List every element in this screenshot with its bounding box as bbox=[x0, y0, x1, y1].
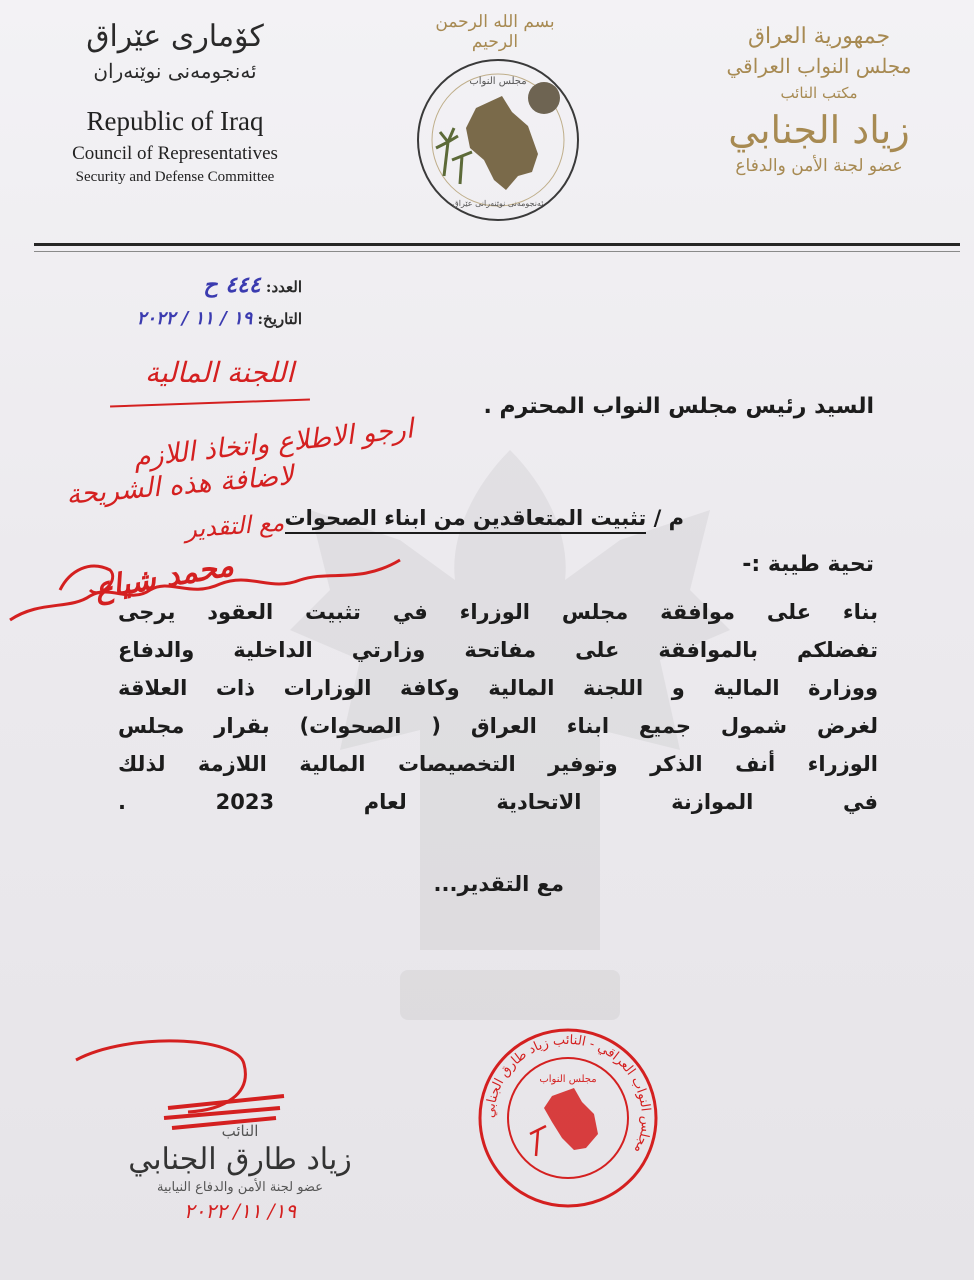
number-value: ٤٤٤ ح bbox=[203, 272, 261, 298]
annotation-line-2: ارجو الاطلاع واتخاذ اللازم bbox=[132, 413, 415, 474]
office-label: مكتب النائب bbox=[780, 84, 858, 102]
signature-title: النائب bbox=[221, 1122, 259, 1140]
body-line-1: بناء على موافقة مجلس الوزراء في تثبيت العقود يرجى bbox=[118, 600, 878, 624]
mp-role: عضو لجنة الأمن والدفاع bbox=[735, 156, 903, 176]
letter-date bbox=[137, 308, 302, 329]
kurdish-title: کۆماری عێراق bbox=[86, 19, 264, 54]
header-right bbox=[704, 22, 934, 178]
greeting: تحية طيبة :- bbox=[742, 552, 874, 577]
body-line-5: الوزراء أنف الذكر وتوفير التخصيصات المالية اللازمة لذلك bbox=[118, 752, 878, 776]
signature-role: عضو لجنة الأمن والدفاع النيابية bbox=[157, 1180, 323, 1195]
signature-name: زياد طارق الجنابي bbox=[128, 1142, 352, 1177]
official-stamp bbox=[476, 1026, 660, 1210]
body-line-6: في الموازنة الاتحادية لعام 2023 . bbox=[118, 790, 878, 814]
annotation-underline bbox=[110, 399, 310, 408]
kurdish-subtitle: ئەنجومەنی نوێنەران bbox=[93, 59, 257, 83]
basmala: بسم الله الرحمن الرحيم bbox=[435, 12, 555, 52]
emblem-bottom-text: ئەنجومەنی نوێنەرانی عێراق bbox=[452, 199, 544, 208]
date-value: ١٩ / ١١ / ٢٠٢٢ bbox=[136, 308, 253, 329]
stamp-inner-text: مجلس النواب bbox=[539, 1074, 597, 1085]
date-label: التاريخ: bbox=[257, 310, 302, 328]
annotation-line-3: لاضافة هذه الشريحة bbox=[65, 460, 295, 511]
parliament-emblem-icon bbox=[414, 56, 582, 224]
council-title: Council of Representatives bbox=[72, 143, 278, 164]
signature-block bbox=[120, 1122, 360, 1223]
body-line-4: لغرض شمول جميع ابناء العراق ( الصحوات) بقرار مجلس bbox=[118, 714, 878, 738]
mp-name: زياد الجنابي bbox=[728, 108, 910, 152]
addressee: السيد رئيس مجلس النواب المحترم . bbox=[483, 394, 874, 419]
header-divider-thin bbox=[34, 251, 960, 252]
header-left bbox=[40, 18, 310, 186]
body-line-3: ووزارة المالية و اللجنة المالية وكافة الوزارات ذات العلاقة bbox=[118, 676, 878, 700]
subject-text: تثبيت المتعاقدين من ابناء الصحوات bbox=[285, 506, 647, 534]
annotation-line-4: مع التقدير bbox=[184, 508, 285, 544]
annotation-line-1: اللجنة المالية bbox=[144, 356, 294, 389]
header-divider bbox=[34, 243, 960, 246]
emblem-top-text: مجلس النواب bbox=[469, 76, 527, 87]
council-arabic: مجلس النواب العراقي bbox=[726, 54, 912, 78]
subject-prefix: م / bbox=[653, 506, 684, 530]
closing: مع التقدير... bbox=[433, 872, 564, 896]
republic-title: Republic of Iraq bbox=[86, 106, 264, 136]
letter-number bbox=[203, 272, 302, 298]
annotation-signature: محمد شياع bbox=[91, 548, 236, 607]
subject-line bbox=[285, 506, 684, 530]
body-line-2: تفضلكم بالموافقة على مفاتحة وزارتي الداخلية والدفاع bbox=[118, 638, 878, 662]
stamp-outer-text: مجلس النواب العراقي - النائب زياد طارق الجنابي bbox=[482, 1032, 654, 1156]
signature-date: ١٩/ ١١/ ٢٠٢٢ bbox=[183, 1199, 297, 1223]
number-label: العدد: bbox=[265, 278, 302, 296]
committee-title: Security and Defense Committee bbox=[75, 169, 275, 185]
republic-arabic: جمهورية العراق bbox=[747, 24, 891, 49]
